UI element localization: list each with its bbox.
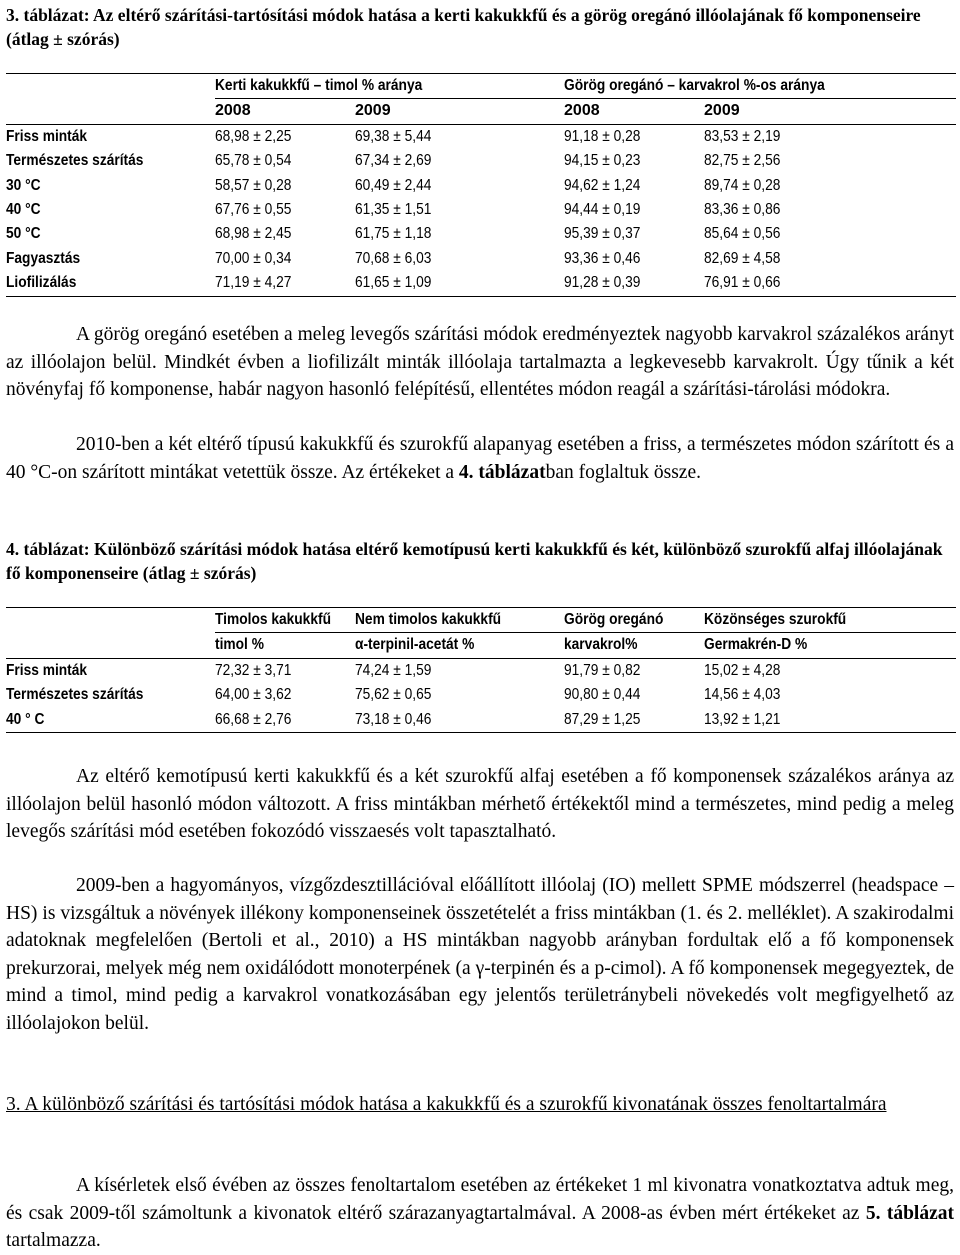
table-cell: 64,00 ± 3,62 [215,686,292,704]
table4-subheader-row [6,633,956,658]
table4-header: Görög oregánó [564,608,704,633]
table-cell: 68,98 ± 2,25 [215,124,355,149]
table3-caption-text: Az eltérő szárítási-tartósítási módok hatása a kerti kakukkfű és a görög oregánó illóolajának fő komponenseire (átlag ± szórás) [6,5,921,49]
row-label: Friss minták [6,124,215,149]
table3-year-header: 2009 [704,99,956,124]
table-row [6,271,956,296]
row-label: Liofilizálás [6,271,215,296]
table4-caption-text: Különböző szárítási módok hatása eltérő kemotípusú kerti kakukkfű és két, különböző szurokfű alfaj illóolajának fő komponenseire (átlag ± szórás) [6,539,943,583]
table4 [6,607,956,733]
table-cell: 14,56 ± 4,03 [704,686,781,704]
table3-caption-number: 3. táblázat: [6,5,90,25]
table-cell: 87,29 ± 1,25 [564,708,704,733]
table-cell: 68,98 ± 2,45 [215,225,292,243]
table-cell: 83,53 ± 2,19 [704,124,956,149]
table-row [6,174,956,198]
table-row [6,124,956,149]
row-label: 40 ° C [6,708,215,733]
table4-subheader: Germakrén-D % [704,633,956,658]
row-label: 40 °C [6,201,41,219]
table-cell: 73,18 ± 0,46 [355,708,564,733]
table3-group-header-thyme: Kerti kakukkfű – timol % aránya [215,74,564,99]
table-row [6,198,956,222]
table-row [6,149,956,173]
table3-body [6,124,956,296]
table-cell: 58,57 ± 0,28 [215,176,292,194]
table-cell: 66,68 ± 2,76 [215,708,355,733]
table4-header: Közönséges szurokfű [704,608,956,633]
table-cell: 74,24 ± 1,59 [355,658,564,683]
table-cell: 69,38 ± 5,44 [355,124,564,149]
table3-year-header: 2008 [215,99,355,124]
table4-caption-number: 4. táblázat: [6,539,90,559]
table-cell: 71,19 ± 4,27 [215,271,355,296]
table-cell: 67,34 ± 2,69 [355,152,432,170]
table-cell: 82,75 ± 2,56 [704,152,781,170]
table-cell: 94,62 ± 1,24 [564,176,641,194]
table5-reference: 5. táblázat [865,1202,954,1224]
table-cell: 76,91 ± 0,66 [704,271,956,296]
table4-header: Nem timolos kakukkfű [355,608,564,633]
table-cell: 61,65 ± 1,09 [355,271,564,296]
paragraph-chemotype-results: Az eltérő kemotípusú kerti kakukkfű és a két szurokfű alfaj esetében a fő komponensek százalékos aránya az illóolajon belül hasonló módon változott. A friss mintákban mérhető értékektől mind a természetes, mind pedig a meleg levegős szárítási mód esetében fokozódó visszaesés volt tapasztalható. [6,766,954,843]
table4-reference: 4. táblázat [458,461,546,483]
table-cell: 70,68 ± 6,03 [355,249,432,267]
table3 [6,73,956,297]
table-cell: 61,35 ± 1,51 [355,201,432,219]
table3-year-header: 2009 [355,99,564,124]
paragraph-spme-study: 2009-ben a hagyományos, vízgőzdesztillációval előállított illóolaj (IO) mellett SPME módszerrel (headspace – HS) is vizsgáltuk a növények illékony komponenseinek összetételét a friss mintákban (1. és 2. melléklet). A szakirodalmi adatoknak megfelelően (Bertoli et al., 2010) a HS mintákban nagyobb arányban fordultak elő a fő komponensek prekurzorai, melyek még nem oxidálódott monoterpének (a γ-terpinén és a p-cimol). A fő komponensek megegyeztek, de mind a timol, mind pedig a karvakrol vonatkozásában egy jelentős területránybeli növekedés volt megfigyelhető az illóolajokon belül. [6,875,954,1034]
row-label: 50 °C [6,225,41,243]
table-cell: 72,32 ± 3,71 [215,658,355,683]
table-row [6,658,956,683]
table4-subheader: karvakrol% [564,633,704,658]
row-label: Természetes szárítás [6,686,144,704]
table4-header: Timolos kakukkfű [215,608,355,633]
paragraph-phenol-content: A kísérletek első évében az összes fenoltartalom esetében az értékeket 1 ml kivonatra vonatkoztatva adtuk meg, és csak 2009-től számoltunk a kivonatok eltérő szárazanyagtartalmával. A 2008-as évben mért értékeket az 5. táblázat tartalmazza. [6,1175,954,1252]
table3-year-header: 2008 [564,99,704,124]
table-cell: 90,80 ± 0,44 [564,686,641,704]
table-cell: 67,76 ± 0,55 [215,201,292,219]
table-cell: 91,18 ± 0,28 [564,124,704,149]
table4-body [6,658,956,732]
table-cell: 70,00 ± 0,34 [215,249,292,267]
table-row [6,708,956,733]
row-label: Fagyasztás [6,249,81,267]
table-cell: 83,36 ± 0,86 [704,201,781,219]
row-label: 30 °C [6,176,41,194]
table3-year-header-row [6,99,956,124]
table4-subheader: α-terpinil-acetát % [355,633,564,658]
table-cell: 94,44 ± 0,19 [564,201,641,219]
row-label: Friss minták [6,658,215,683]
table-cell: 91,79 ± 0,82 [564,658,704,683]
table-row [6,222,956,246]
table4-caption [6,537,956,585]
table-cell: 93,36 ± 0,46 [564,249,641,267]
table3-group-header-oregano: Görög oregánó – karvakrol %-os aránya [564,74,956,99]
table-cell: 61,75 ± 1,18 [355,225,432,243]
table-cell: 82,69 ± 4,58 [704,249,781,267]
table-row [6,247,956,271]
table4-subheader: timol % [215,633,355,658]
section3-title: 3. A különböző szárítási és tartósítási módok hatása a kakukkfű és a szurokfű kivonatának összes fenoltartalmára [6,1094,887,1115]
row-label: Természetes szárítás [6,152,144,170]
table-cell: 94,15 ± 0,23 [564,152,641,170]
table-cell: 95,39 ± 0,37 [564,225,641,243]
table-cell: 13,92 ± 1,21 [704,708,956,733]
table4-header-row [6,608,956,633]
table-row [6,683,956,707]
paragraph-2010-comparison: 2010-ben a két eltérő típusú kakukkfű és szurokfű alapanyag esetében a friss, a természetes módon szárított és a 40 °C-on szárított mintákat vetettük össze. Az értékeket a 4. táblázatban foglaltuk össze. [6,434,954,483]
paragraph-oregano-results: A görög oregánó esetében a meleg levegős szárítási módok eredményeztek nagyobb karvakrol százalékos arányt az illóolajon belül. Mindkét évben a liofilizált minták illóolaja tartalmazta a legkevesebb karvakrolt. Úgy tűnik a két növényfaj fő komponense, habár nagyon hasonló felépítésű, ellentétes módon reagál a szárítási-tárolási módokra. [6,324,954,401]
table-cell: 75,62 ± 0,65 [355,686,432,704]
table-cell: 65,78 ± 0,54 [215,152,292,170]
table-cell: 91,28 ± 0,39 [564,271,704,296]
table3-group-header-row [6,74,956,99]
table-cell: 60,49 ± 2,44 [355,176,432,194]
table-cell: 15,02 ± 4,28 [704,658,956,683]
table-cell: 85,64 ± 0,56 [704,225,781,243]
table-cell: 89,74 ± 0,28 [704,176,781,194]
table3-caption [6,3,956,51]
